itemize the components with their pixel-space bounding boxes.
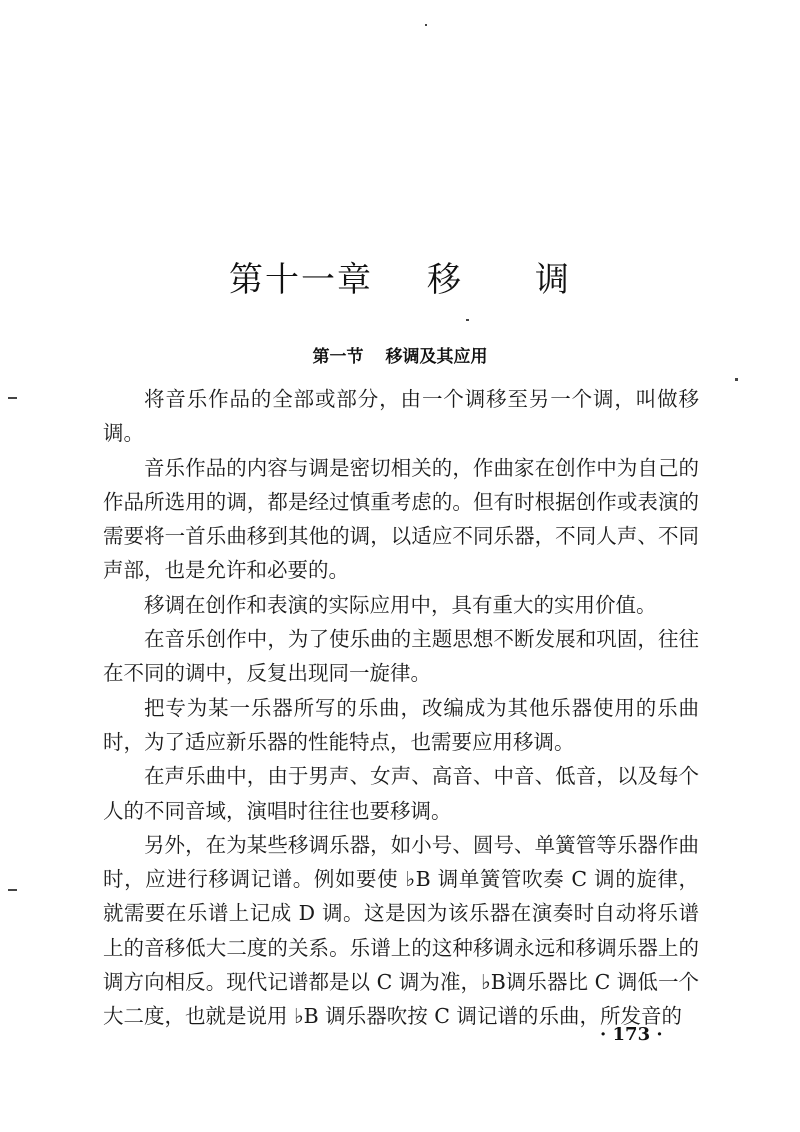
paragraph: 把专为某一乐器所写的乐曲，改编成为其他乐器使用的乐曲时，为了适应新乐器的性能特点，也需要应用移调。 — [103, 695, 699, 754]
section-heading: 移调及其应用 — [385, 347, 488, 367]
section-number: 第一节 — [312, 347, 364, 367]
paragraph: 另外，在为某些移调乐器，如小号、圆号、单簧管等乐器作曲时，应进行移调记谱。例如要使 ♭B 调单簧管吹奏 C 调的旋律，就需要在乐谱上记成 D 调。这是因为该乐器在演奏时自动将乐谱上的音移低大二度的关系。乐谱上的这种移调永远和移调乐器上的调方向相反。现代记谱都是以 C 调为准，♭B调乐器比 C 调低一个大二度，也就是说用 ♭B 调乐器吹按 C 调记谱的乐曲，所发音的 — [103, 832, 699, 1029]
section-title — [0, 342, 800, 367]
chapter-name-char-2: 调 — [535, 260, 571, 300]
paragraph: 音乐作品的内容与调是密切相关的，作曲家在创作中为自己的作品所选用的调，都是经过慎重考虑的。但有时根据创作或表演的需要将一首乐曲移到其他的调，以适应不同乐器，不同人声、不同声部，也是允许和必要的。 — [103, 455, 699, 583]
paragraph: 移调在创作和表演的实际应用中，具有重大的实用价值。 — [144, 592, 657, 617]
scan-mark — [425, 24, 427, 26]
chapter-name-char-1: 移 — [427, 260, 463, 300]
chapter-name — [427, 260, 571, 300]
paragraph: 在音乐创作中，为了使乐曲的主题思想不断发展和巩固，往往在不同的调中，反复出现同一旋律。 — [103, 627, 699, 686]
scan-mark — [466, 319, 469, 321]
paragraph: 将音乐作品的全部或部分，由一个调移至另一个调，叫做移调。 — [103, 387, 699, 446]
paragraph: 在声乐曲中，由于男声、女声、高音、中音、低音，以及每个人的不同音域，演唱时往往也要移调。 — [103, 764, 699, 823]
chapter-title — [0, 252, 800, 301]
body-text — [103, 382, 699, 1034]
scan-mark — [735, 378, 738, 381]
chapter-number: 第十一章 — [229, 260, 373, 300]
scan-mark — [8, 889, 17, 891]
page-number: · 173 · — [600, 1024, 663, 1045]
scan-mark — [8, 397, 17, 399]
